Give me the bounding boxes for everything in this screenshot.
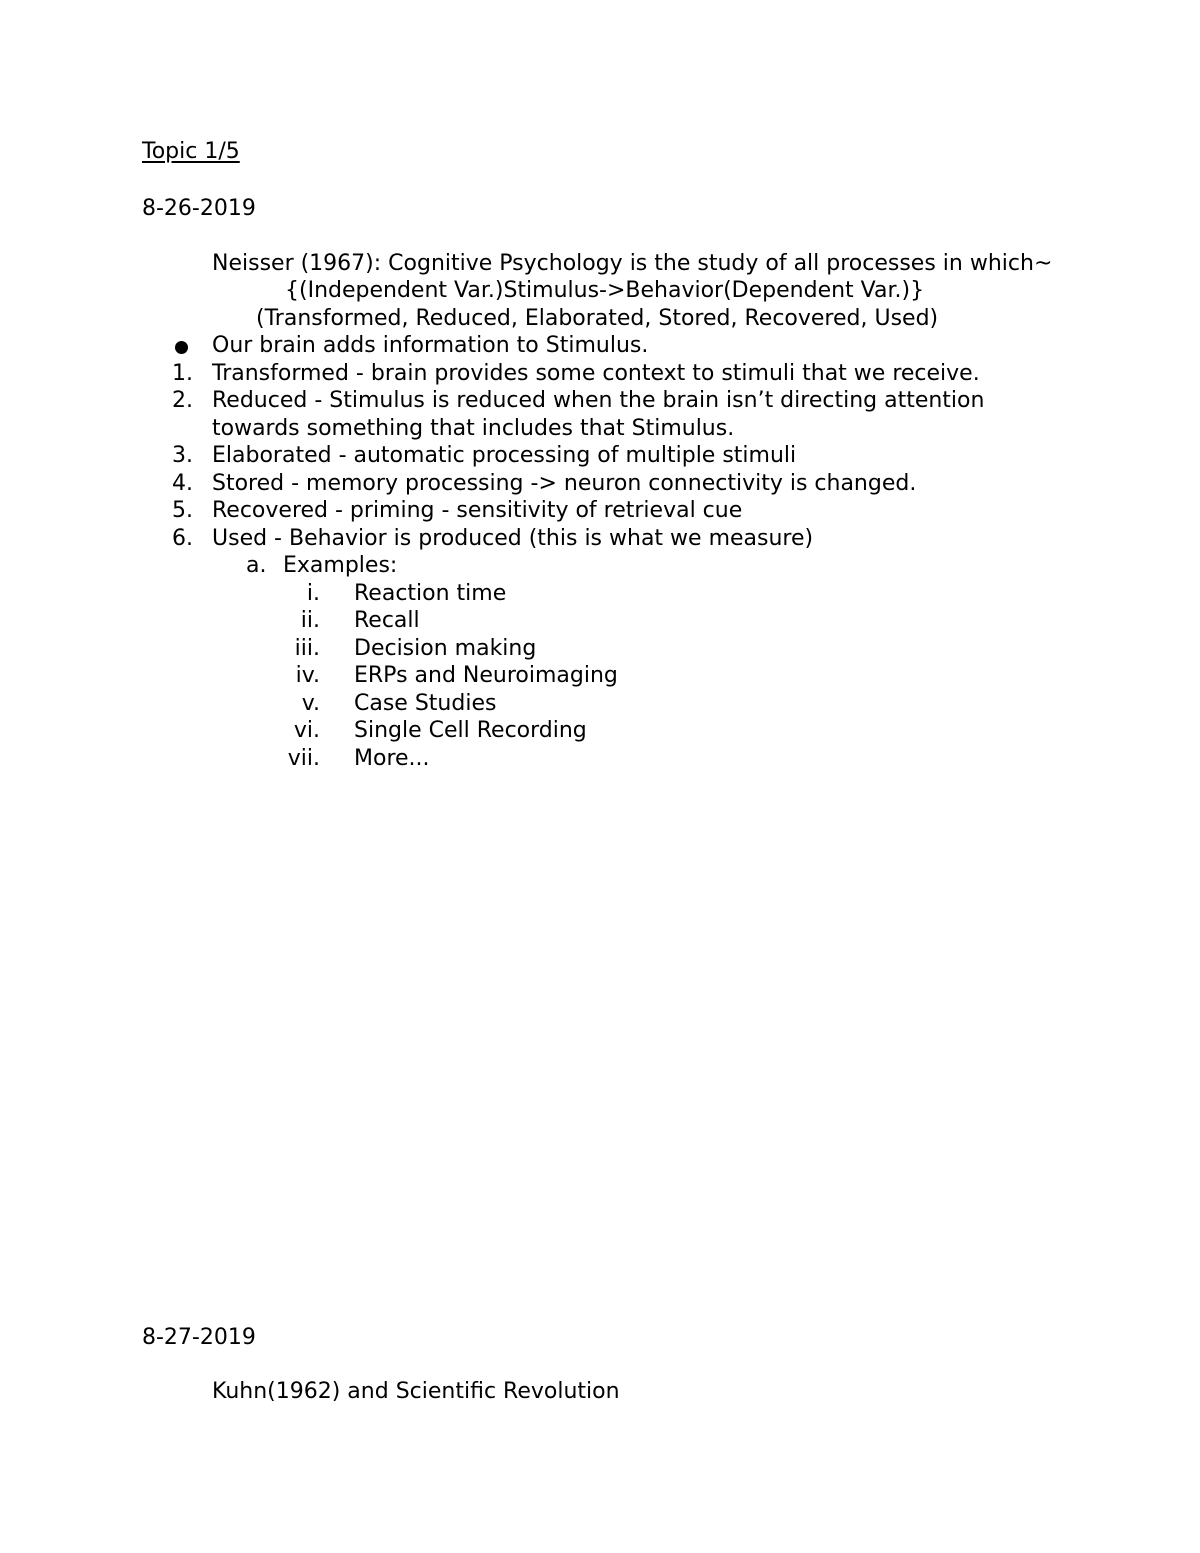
sub-letter: a. — [246, 553, 267, 578]
list-number: 5. — [172, 498, 193, 523]
list-text: Transformed - brain provides some context to stimuli that we receive. — [212, 361, 980, 386]
example-text: Case Studies — [354, 691, 497, 716]
roman-numeral: iv. — [295, 663, 320, 688]
list-number: 2. — [172, 388, 193, 413]
list-text: towards something that includes that Stimulus. — [212, 416, 735, 441]
roman-numeral: vi. — [293, 718, 320, 743]
definition-line-1: Neisser (1967): Cognitive Psychology is the study of all processes in which~ — [212, 251, 1053, 276]
list-text: Elaborated - automatic processing of multiple stimuli — [212, 443, 797, 468]
sub-text: Examples: — [283, 553, 398, 578]
roman-numeral: iii. — [294, 636, 320, 661]
example-text: More... — [354, 746, 430, 771]
roman-numeral: ii. — [300, 608, 320, 633]
section-heading: Kuhn(1962) and Scientific Revolution — [212, 1379, 620, 1404]
roman-numeral: i. — [306, 581, 320, 606]
date-heading: 8-26-2019 — [142, 196, 256, 221]
definition-line-3: (Transformed, Reduced, Elaborated, Stored, Recovered, Used) — [256, 306, 939, 331]
list-text: Used - Behavior is produced (this is what we measure) — [212, 526, 814, 551]
list-number: 3. — [172, 443, 193, 468]
example-text: Recall — [354, 608, 420, 633]
example-text: Reaction time — [354, 581, 507, 606]
topic-title: Topic 1/5 — [142, 139, 240, 164]
example-text: Single Cell Recording — [354, 718, 587, 743]
list-text: Stored - memory processing -> neuron connectivity is changed. — [212, 471, 917, 496]
list-text: Reduced - Stimulus is reduced when the brain isn’t directing attention — [212, 388, 985, 413]
bullet-dot-icon — [175, 341, 188, 354]
roman-numeral: vii. — [287, 746, 320, 771]
list-number: 1. — [172, 361, 193, 386]
list-text: Recovered - priming - sensitivity of retrieval cue — [212, 498, 743, 523]
list-number: 4. — [172, 471, 193, 496]
definition-line-2: {(Independent Var.)Stimulus->Behavior(Dependent Var.)} — [285, 278, 925, 303]
date-heading-2: 8-27-2019 — [142, 1325, 256, 1350]
example-text: Decision making — [354, 636, 537, 661]
list-number: 6. — [172, 526, 193, 551]
example-text: ERPs and Neuroimaging — [354, 663, 618, 688]
roman-numeral: v. — [301, 691, 320, 716]
bullet-text: Our brain adds information to Stimulus. — [212, 333, 649, 358]
